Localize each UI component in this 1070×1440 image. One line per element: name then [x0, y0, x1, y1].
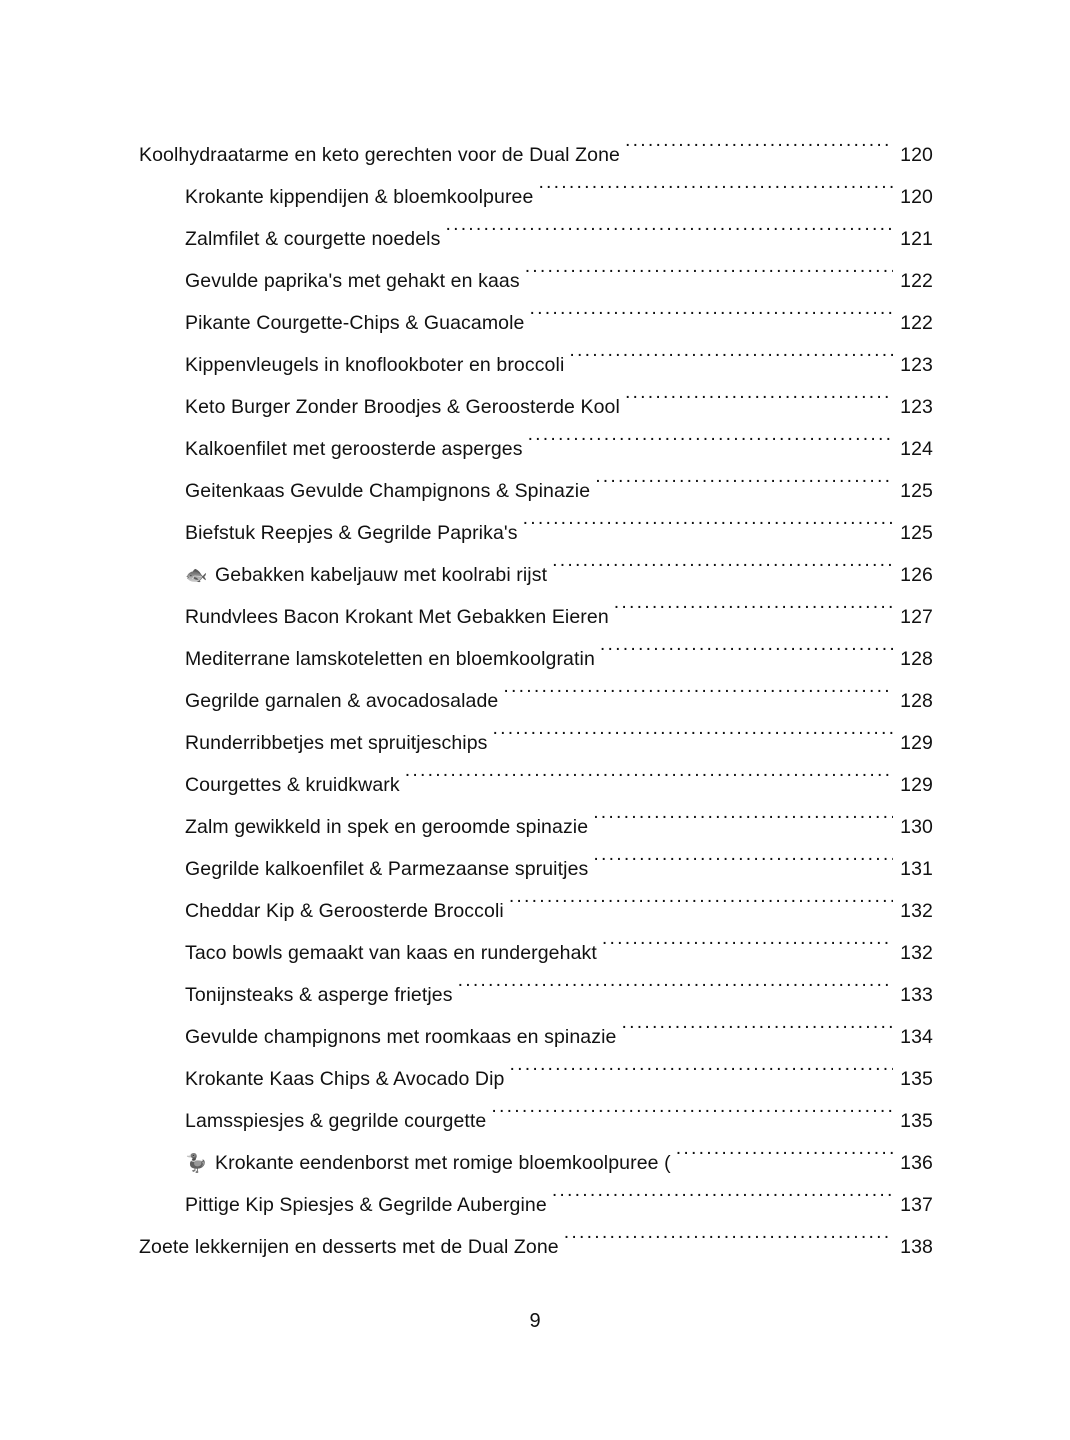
toc-entry-page-number: 125	[900, 480, 933, 502]
dot-leader	[621, 1024, 893, 1044]
dot-leader	[614, 604, 893, 624]
toc-entry[interactable]	[139, 344, 933, 386]
dot-leader	[530, 310, 893, 330]
duck-emoji: 🦆	[185, 1153, 208, 1173]
toc-entry[interactable]	[139, 1100, 933, 1142]
toc-entry-page-number: 132	[900, 900, 933, 922]
toc-entry[interactable]	[139, 260, 933, 302]
dot-leader	[569, 352, 893, 372]
toc-entry-title: Keto Burger Zonder Broodjes & Geroosterde Kool	[185, 396, 620, 418]
toc-entry-page-number: 130	[900, 816, 933, 838]
toc-entry-page-number: 122	[900, 312, 933, 334]
toc-entry-page-number: 124	[900, 438, 933, 460]
dot-leader	[552, 562, 893, 582]
toc-entry-title: Zalmfilet & courgette noedels	[185, 228, 441, 250]
toc-entry-page-number: 121	[900, 228, 933, 250]
footer-page-number: 9	[529, 1310, 541, 1332]
dot-leader	[405, 772, 893, 792]
toc-entry-title: Geitenkaas Gevulde Champignons & Spinazie	[185, 480, 591, 502]
toc-entry[interactable]	[139, 470, 933, 512]
toc-entry-title: Lamsspiesjes & gegrilde courgette	[185, 1110, 487, 1132]
toc-entry[interactable]	[139, 680, 933, 722]
toc-entry-page-number: 128	[900, 690, 933, 712]
toc-entry-page-number: 120	[900, 144, 933, 166]
dot-leader	[509, 898, 893, 918]
dot-leader	[458, 982, 893, 1002]
dot-leader	[593, 856, 893, 876]
toc-entry[interactable]	[139, 1016, 933, 1058]
toc-entry[interactable]	[139, 974, 933, 1016]
toc-entry-page-number: 134	[900, 1026, 933, 1048]
toc-entry-title: Zalm gewikkeld in spek en geroomde spinazie	[185, 816, 589, 838]
dot-leader	[528, 436, 893, 456]
toc-entry-title: Kippenvleugels in knoflookboter en broccoli	[185, 354, 565, 376]
dot-leader	[525, 268, 893, 288]
dot-leader	[493, 730, 893, 750]
toc-entry-title: Cheddar Kip & Geroosterde Broccoli	[185, 900, 504, 922]
toc-entry-title: Gegrilde kalkoenfilet & Parmezaanse spruitjes	[185, 858, 589, 880]
toc-entry-page-number: 123	[900, 354, 933, 376]
dot-leader	[503, 688, 893, 708]
dot-leader	[509, 1066, 893, 1086]
dot-leader	[600, 646, 893, 666]
dot-leader	[564, 1234, 893, 1254]
table-of-contents	[139, 134, 933, 1268]
toc-entry-title: Krokante eendenborst met romige bloemkoolpuree (	[215, 1152, 671, 1174]
toc-entry[interactable]	[139, 428, 933, 470]
toc-entry-page-number: 136	[900, 1152, 933, 1174]
dot-leader	[676, 1150, 893, 1170]
toc-entry-title: Tonijnsteaks & asperge frietjes	[185, 984, 453, 1006]
toc-entry-page-number: 131	[900, 858, 933, 880]
toc-entry[interactable]	[139, 1226, 933, 1268]
toc-entry-page-number: 138	[900, 1236, 933, 1258]
toc-entry-title: Krokante Kaas Chips & Avocado Dip	[185, 1068, 505, 1090]
toc-entry-title: Mediterrane lamskoteletten en bloemkoolgratin	[185, 648, 595, 670]
toc-entry-page-number: 122	[900, 270, 933, 292]
toc-entry-page-number: 133	[900, 984, 933, 1006]
dot-leader	[538, 184, 893, 204]
toc-entry-page-number: 129	[900, 732, 933, 754]
toc-entry-page-number: 120	[900, 186, 933, 208]
toc-entry[interactable]	[139, 764, 933, 806]
dot-leader	[593, 814, 893, 834]
fish-emoji: 🐟	[185, 565, 208, 585]
toc-entry-title: Kalkoenfilet met geroosterde asperges	[185, 438, 523, 460]
toc-entry-page-number: 127	[900, 606, 933, 628]
dot-leader	[625, 142, 893, 162]
toc-entry-title: Gevulde champignons met roomkaas en spinazie	[185, 1026, 617, 1048]
toc-entry-title: Taco bowls gemaakt van kaas en rundergehakt	[185, 942, 597, 964]
toc-entry-page-number: 123	[900, 396, 933, 418]
toc-entry-title: Pikante Courgette-Chips & Guacamole	[185, 312, 525, 334]
toc-entry[interactable]	[139, 848, 933, 890]
toc-entry[interactable]	[139, 1058, 933, 1100]
toc-entry-title: Gebakken kabeljauw met koolrabi rijst	[215, 564, 548, 586]
toc-entry-title: Gevulde paprika's met gehakt en kaas	[185, 270, 520, 292]
dot-leader	[552, 1192, 893, 1212]
toc-entry-title: Zoete lekkernijen en desserts met de Dual Zone	[139, 1236, 559, 1258]
toc-entry[interactable]	[139, 554, 933, 596]
toc-entry[interactable]	[139, 932, 933, 974]
toc-entry-title: Biefstuk Reepjes & Gegrilde Paprika's	[185, 522, 518, 544]
toc-entry-title: Runderribbetjes met spruitjeschips	[185, 732, 488, 754]
toc-entry-title: Krokante kippendijen & bloemkoolpuree	[185, 186, 534, 208]
toc-entry-title: Koolhydraatarme en keto gerechten voor de Dual Zone	[139, 144, 620, 166]
dot-leader	[595, 478, 893, 498]
toc-entry-page-number: 137	[900, 1194, 933, 1216]
toc-entry-title: Gegrilde garnalen & avocadosalade	[185, 690, 499, 712]
toc-entry[interactable]	[139, 134, 933, 176]
toc-entry[interactable]	[139, 512, 933, 554]
toc-entry-page-number: 125	[900, 522, 933, 544]
toc-entry-title: Pittige Kip Spiesjes & Gegrilde Aubergine	[185, 1194, 547, 1216]
toc-entry[interactable]	[139, 638, 933, 680]
toc-entry[interactable]	[139, 1184, 933, 1226]
toc-entry[interactable]	[139, 176, 933, 218]
toc-entry[interactable]	[139, 386, 933, 428]
toc-entry-page-number: 129	[900, 774, 933, 796]
toc-entry-page-number: 128	[900, 648, 933, 670]
dot-leader	[445, 226, 893, 246]
dot-leader	[523, 520, 893, 540]
toc-entry[interactable]	[139, 218, 933, 260]
dot-leader	[625, 394, 893, 414]
toc-entry-title: Courgettes & kruidkwark	[185, 774, 400, 796]
toc-entry-title: Rundvlees Bacon Krokant Met Gebakken Eieren	[185, 606, 609, 628]
toc-entry[interactable]	[139, 722, 933, 764]
dot-leader	[602, 940, 893, 960]
toc-entry[interactable]	[139, 806, 933, 848]
toc-entry[interactable]	[139, 596, 933, 638]
toc-entry[interactable]	[139, 890, 933, 932]
toc-entry-page-number: 135	[900, 1110, 933, 1132]
dot-leader	[491, 1108, 893, 1128]
toc-entry-page-number: 135	[900, 1068, 933, 1090]
toc-entry[interactable]	[139, 302, 933, 344]
toc-entry[interactable]	[139, 1142, 933, 1184]
toc-entry-page-number: 126	[900, 564, 933, 586]
toc-entry-page-number: 132	[900, 942, 933, 964]
